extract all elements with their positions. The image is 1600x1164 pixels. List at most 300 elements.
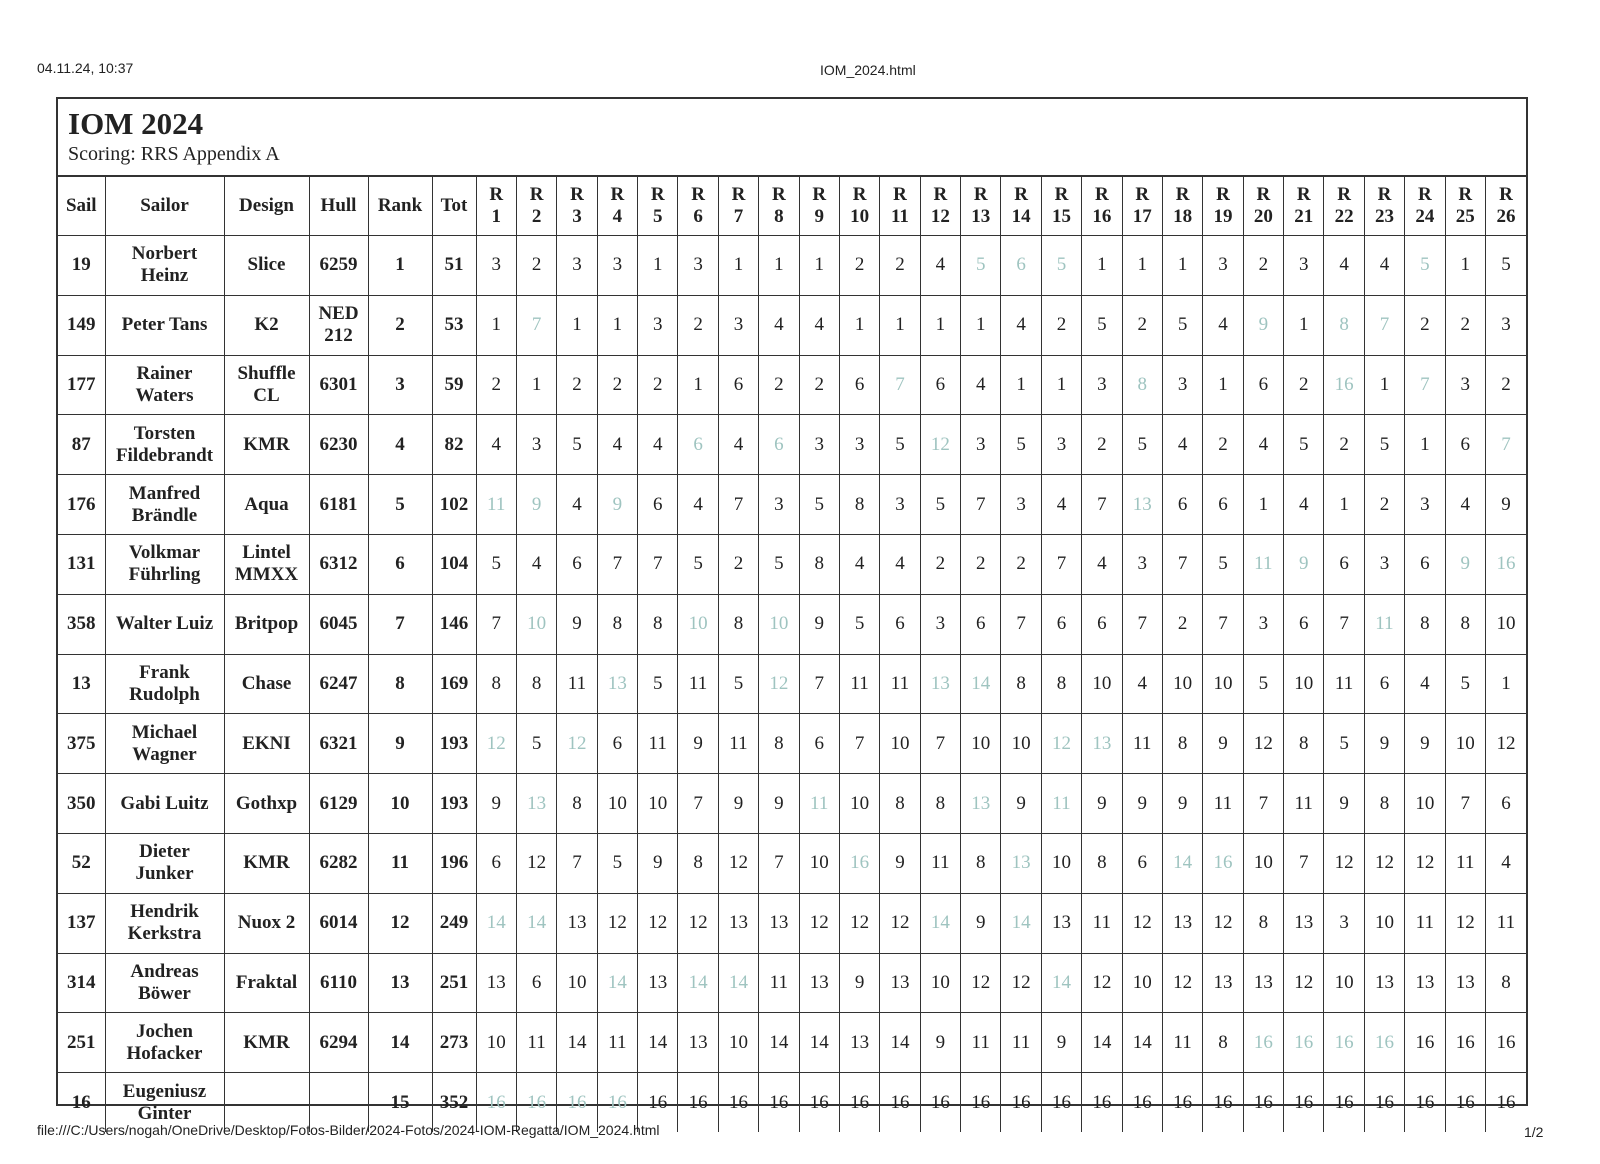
race-score: 3 (1162, 355, 1202, 415)
race-score: 9 (718, 774, 758, 834)
race-score: 9 (1041, 1013, 1081, 1073)
sailor-name (105, 594, 224, 654)
race-score: 6 (1243, 355, 1283, 415)
col-sail: Sail (58, 177, 105, 236)
race-score: 13 (1203, 953, 1243, 1013)
race-score: 13 (718, 893, 758, 953)
sail-number: 19 (58, 236, 105, 296)
race-score: 16 (880, 1073, 920, 1132)
sail-number: 52 (58, 833, 105, 893)
race-score: 7 (1203, 594, 1243, 654)
race-score: 16 (678, 1073, 718, 1132)
col-race-2 (516, 177, 556, 236)
race-score: 9 (1364, 714, 1404, 774)
sailor-name-line: Manfred (128, 482, 201, 504)
race-score: 11 (1203, 774, 1243, 834)
race-score-discarded: 13 (961, 774, 1001, 834)
sailor-name (105, 953, 224, 1013)
race-score: 7 (1041, 534, 1081, 594)
race-number: 9 (814, 206, 824, 227)
race-score: 13 (880, 953, 920, 1013)
race-score: 10 (1485, 594, 1526, 654)
race-score: 9 (638, 833, 678, 893)
race-score: 6 (920, 355, 960, 415)
hull-number-line: 6181 (319, 493, 358, 515)
col-race-21 (1284, 177, 1324, 236)
race-score: 7 (718, 475, 758, 535)
sail-number: 314 (58, 953, 105, 1013)
col-race-1 (476, 177, 516, 236)
table-row (58, 953, 1526, 1013)
race-score: 16 (961, 1073, 1001, 1132)
col-sailor: Sailor (105, 177, 224, 236)
hull-number (309, 415, 368, 475)
race-score-discarded: 14 (961, 654, 1001, 714)
boat-design-line: CL (253, 384, 280, 406)
race-score-discarded: 6 (678, 415, 718, 475)
race-score: 9 (1122, 774, 1162, 834)
race-score: 4 (1001, 295, 1041, 355)
race-score: 4 (839, 534, 879, 594)
race-score: 7 (839, 714, 879, 774)
boat-design (224, 833, 309, 893)
sailor-name-line: Junker (135, 863, 194, 885)
race-score: 16 (799, 1073, 839, 1132)
table-row (58, 893, 1526, 953)
race-score: 10 (1324, 953, 1364, 1013)
boat-design-line: Nuox 2 (237, 912, 296, 934)
results-sheet (56, 97, 1528, 1124)
race-score: 16 (1082, 1073, 1122, 1132)
race-score: 7 (1284, 833, 1324, 893)
race-score: 5 (759, 534, 799, 594)
race-score: 12 (1324, 833, 1364, 893)
race-score: 5 (718, 654, 758, 714)
sail-number: 251 (58, 1013, 105, 1073)
race-score: 1 (1405, 415, 1445, 475)
race-score: 10 (961, 714, 1001, 774)
race-score: 4 (638, 415, 678, 475)
race-score: 1 (1485, 654, 1526, 714)
print-path: file:///C:/Users/nogah/OneDrive/Desktop/Fotos-Bilder/2024-Fotos/2024-IOM-Regatta/IOM_2024.html (37, 1122, 660, 1138)
race-score: 10 (1082, 654, 1122, 714)
race-score: 3 (1243, 594, 1283, 654)
race-score: 5 (1445, 654, 1485, 714)
hull-number-line: 6301 (319, 373, 358, 395)
col-rank: Rank (368, 177, 432, 236)
sailor-name (105, 893, 224, 953)
boat-design (224, 1013, 309, 1073)
race-score: 7 (1001, 594, 1041, 654)
race-score-discarded: 5 (1041, 236, 1081, 296)
race-score: 16 (1162, 1073, 1202, 1132)
race-score: 1 (1122, 236, 1162, 296)
race-score: 2 (1243, 236, 1283, 296)
race-score: 13 (1405, 953, 1445, 1013)
rank: 13 (368, 953, 432, 1013)
hull-number-line: 6110 (320, 971, 357, 993)
boat-design-line: Aqua (244, 493, 289, 515)
table-row (58, 1013, 1526, 1073)
race-score: 5 (1364, 415, 1404, 475)
race-score: 11 (1445, 833, 1485, 893)
boat-design-line: KMR (243, 433, 290, 455)
race-score: 10 (597, 774, 637, 834)
race-score: 12 (1284, 953, 1324, 1013)
race-score-discarded: 13 (516, 774, 556, 834)
table-row (58, 415, 1526, 475)
race-score-discarded: 10 (516, 594, 556, 654)
race-score: 12 (1243, 714, 1283, 774)
race-score: 16 (759, 1073, 799, 1132)
race-score: 5 (476, 534, 516, 594)
race-score: 11 (1324, 654, 1364, 714)
race-score: 2 (1324, 415, 1364, 475)
race-score: 7 (597, 534, 637, 594)
race-score: 7 (759, 833, 799, 893)
race-number: 7 (733, 206, 744, 227)
hull-number (309, 594, 368, 654)
race-score: 14 (759, 1013, 799, 1073)
race-score: 8 (799, 534, 839, 594)
race-prefix: R (731, 184, 746, 205)
race-number: 2 (531, 206, 542, 227)
race-prefix: R (1216, 184, 1230, 205)
race-score: 10 (1364, 893, 1404, 953)
race-prefix: R (1256, 184, 1271, 205)
race-score: 14 (557, 1013, 597, 1073)
col-race-9 (799, 177, 839, 236)
race-score: 3 (476, 236, 516, 296)
race-score: 2 (1203, 415, 1243, 475)
sailor-name-line: Jochen (136, 1020, 193, 1042)
race-score: 11 (880, 654, 920, 714)
race-score: 13 (1243, 953, 1283, 1013)
race-score: 4 (1284, 475, 1324, 535)
race-score: 16 (1364, 1073, 1404, 1132)
sailor-name-line: Walter Luiz (115, 613, 214, 635)
sailor-name-line: Gabi Luitz (120, 792, 209, 814)
col-race-24 (1405, 177, 1445, 236)
boat-design (224, 893, 309, 953)
race-score: 3 (1203, 236, 1243, 296)
race-score: 8 (1485, 953, 1526, 1013)
race-score: 12 (718, 833, 758, 893)
rank: 1 (368, 236, 432, 296)
race-score-discarded: 13 (1122, 475, 1162, 535)
boat-design (224, 355, 309, 415)
total-points: 104 (432, 534, 476, 594)
race-score: 8 (638, 594, 678, 654)
sailor-name (105, 415, 224, 475)
sailor-name-line: Norbert (131, 243, 198, 265)
print-page-number: 1/2 (1524, 1124, 1544, 1140)
race-score: 12 (597, 893, 637, 953)
print-datetime: 04.11.24, 10:37 (37, 60, 134, 76)
race-score: 4 (557, 475, 597, 535)
race-score: 4 (961, 355, 1001, 415)
race-score: 2 (961, 534, 1001, 594)
total-points: 273 (432, 1013, 476, 1073)
race-score: 5 (1122, 415, 1162, 475)
sailor-name-line: Peter Tans (121, 314, 208, 336)
rank: 6 (368, 534, 432, 594)
total-points: 251 (432, 953, 476, 1013)
sail-number: 137 (58, 893, 105, 953)
race-score: 9 (1162, 774, 1202, 834)
sail-number: 177 (58, 355, 105, 415)
sailor-name-line: Hendrik (130, 901, 199, 923)
race-score: 7 (799, 654, 839, 714)
race-score: 2 (920, 534, 960, 594)
race-score: 16 (1485, 1013, 1526, 1073)
hull-number-line: 6294 (319, 1031, 358, 1053)
rank: 5 (368, 475, 432, 535)
hull-number (309, 953, 368, 1013)
race-score: 4 (799, 295, 839, 355)
boat-design-line: Gothxp (235, 792, 298, 814)
race-score: 13 (557, 893, 597, 953)
race-prefix: R (1499, 184, 1513, 205)
race-score: 4 (1041, 475, 1081, 535)
race-score: 11 (759, 953, 799, 1013)
race-score: 6 (839, 355, 879, 415)
race-score-discarded: 16 (1364, 1013, 1404, 1073)
race-score: 14 (638, 1013, 678, 1073)
race-score-discarded: 9 (1243, 295, 1283, 355)
race-number: 11 (890, 206, 909, 227)
race-score: 8 (557, 774, 597, 834)
race-score-discarded: 11 (476, 475, 516, 535)
total-points: 53 (432, 295, 476, 355)
race-score: 1 (1445, 236, 1485, 296)
race-score: 13 (638, 953, 678, 1013)
race-score: 7 (1122, 594, 1162, 654)
race-score: 2 (678, 295, 718, 355)
race-score-discarded: 14 (1041, 953, 1081, 1013)
race-score: 11 (638, 714, 678, 774)
table-row (58, 654, 1526, 714)
race-score: 8 (1082, 833, 1122, 893)
col-race-26 (1485, 177, 1526, 236)
race-score: 3 (557, 236, 597, 296)
race-score: 10 (839, 774, 879, 834)
sailor-name-line: Eugeniusz (122, 1080, 207, 1102)
race-number: 1 (491, 206, 501, 227)
race-score: 11 (1485, 893, 1526, 953)
race-score-discarded: 11 (1041, 774, 1081, 834)
total-points: 249 (432, 893, 476, 953)
col-design: Design (224, 177, 309, 236)
race-score: 1 (759, 236, 799, 296)
race-score: 1 (718, 236, 758, 296)
sailor-name (105, 534, 224, 594)
race-score: 10 (1162, 654, 1202, 714)
race-score: 11 (516, 1013, 556, 1073)
race-score-discarded: 10 (759, 594, 799, 654)
race-score: 3 (1445, 355, 1485, 415)
race-score-discarded: 14 (718, 953, 758, 1013)
race-score: 11 (1082, 893, 1122, 953)
col-race-16 (1082, 177, 1122, 236)
race-score: 6 (516, 953, 556, 1013)
sailor-name-line: Andreas (130, 960, 199, 982)
race-score: 16 (839, 1073, 879, 1132)
race-score: 16 (1405, 1013, 1445, 1073)
race-score-discarded: 10 (678, 594, 718, 654)
total-points: 169 (432, 654, 476, 714)
col-race-6 (678, 177, 718, 236)
race-score-discarded: 11 (1243, 534, 1283, 594)
total-points: 59 (432, 355, 476, 415)
total-points: 146 (432, 594, 476, 654)
race-score-discarded: 12 (1041, 714, 1081, 774)
race-score: 5 (799, 475, 839, 535)
race-score: 6 (1405, 534, 1445, 594)
race-score: 2 (638, 355, 678, 415)
race-score-discarded: 13 (1001, 833, 1041, 893)
race-number: 4 (612, 206, 623, 227)
race-score: 1 (1324, 475, 1364, 535)
table-row (58, 833, 1526, 893)
total-points: 196 (432, 833, 476, 893)
race-score: 6 (597, 714, 637, 774)
boat-design (224, 654, 309, 714)
boat-design (224, 236, 309, 296)
race-score: 4 (880, 534, 920, 594)
race-score: 6 (1445, 415, 1485, 475)
race-score: 1 (476, 295, 516, 355)
race-score: 8 (516, 654, 556, 714)
hull-number-line: 6321 (319, 732, 358, 754)
race-score: 11 (597, 1013, 637, 1073)
race-score: 6 (1041, 594, 1081, 654)
race-number: 16 (1092, 206, 1112, 227)
race-score: 10 (920, 953, 960, 1013)
race-score: 3 (961, 415, 1001, 475)
race-score: 6 (638, 475, 678, 535)
race-score: 5 (1243, 654, 1283, 714)
sailor-name-line: Rainer (136, 362, 193, 384)
hull-number (309, 774, 368, 834)
race-score: 2 (557, 355, 597, 415)
race-score-discarded: 7 (1364, 295, 1404, 355)
hull-number (309, 1013, 368, 1073)
race-score: 4 (718, 415, 758, 475)
sailor-name-line: Fildebrandt (115, 444, 214, 466)
race-score: 1 (1162, 236, 1202, 296)
race-score-discarded: 5 (961, 236, 1001, 296)
race-score: 12 (1001, 953, 1041, 1013)
race-score: 2 (516, 236, 556, 296)
hull-number-line: 212 (324, 325, 353, 347)
race-score: 3 (597, 236, 637, 296)
total-points: 82 (432, 415, 476, 475)
race-score: 9 (1324, 774, 1364, 834)
race-score-discarded: 5 (1405, 236, 1445, 296)
hull-number (309, 833, 368, 893)
race-score: 4 (1364, 236, 1404, 296)
race-score: 6 (718, 355, 758, 415)
sail-number: 358 (58, 594, 105, 654)
sailor-name (105, 714, 224, 774)
race-score-discarded: 16 (1485, 534, 1526, 594)
race-score: 2 (1364, 475, 1404, 535)
race-score: 7 (638, 534, 678, 594)
race-score: 7 (1243, 774, 1283, 834)
boat-design-line: Lintel (242, 542, 291, 564)
race-score: 1 (597, 295, 637, 355)
race-score: 8 (961, 833, 1001, 893)
race-prefix: R (933, 184, 948, 205)
col-race-15 (1041, 177, 1081, 236)
boat-design-line: K2 (254, 314, 279, 336)
col-race-25 (1445, 177, 1485, 236)
race-score-discarded: 14 (516, 893, 556, 953)
race-score: 8 (678, 833, 718, 893)
sail-number: 350 (58, 774, 105, 834)
sail-number: 16 (58, 1073, 105, 1132)
rank: 10 (368, 774, 432, 834)
boat-design (224, 295, 309, 355)
sailor-name (105, 654, 224, 714)
hull-number-line: 6282 (319, 852, 358, 874)
race-score: 10 (1001, 714, 1041, 774)
race-score: 9 (557, 594, 597, 654)
race-score: 4 (1122, 654, 1162, 714)
race-score: 6 (1082, 594, 1122, 654)
race-score: 12 (678, 893, 718, 953)
boat-design-line: Shuffle (237, 362, 296, 384)
race-score: 11 (961, 1013, 1001, 1073)
header-row (58, 177, 1526, 236)
race-score: 16 (1284, 1073, 1324, 1132)
race-number: 15 (1051, 206, 1071, 227)
race-score: 10 (1243, 833, 1283, 893)
race-score: 2 (1001, 534, 1041, 594)
race-score: 8 (1001, 654, 1041, 714)
race-number: 21 (1294, 206, 1314, 227)
race-score: 8 (1243, 893, 1283, 953)
race-score-discarded: 9 (516, 475, 556, 535)
race-score-discarded: 6 (1001, 236, 1041, 296)
hull-number (309, 236, 368, 296)
sailor-name-line: Führling (128, 564, 201, 586)
race-score: 9 (961, 893, 1001, 953)
race-score: 5 (678, 534, 718, 594)
race-score-discarded: 16 (476, 1073, 516, 1132)
race-score-discarded: 13 (597, 654, 637, 714)
race-score: 10 (476, 1013, 516, 1073)
race-score: 16 (1405, 1073, 1445, 1132)
race-prefix: R (1337, 184, 1351, 205)
table-row (58, 236, 1526, 296)
col-race-7 (718, 177, 758, 236)
boat-design-line: Britpop (234, 613, 299, 635)
race-score: 3 (1284, 236, 1324, 296)
race-score-discarded: 16 (1284, 1013, 1324, 1073)
col-race-17 (1122, 177, 1162, 236)
sailor-name (105, 295, 224, 355)
page-title: IOM 2024 (68, 106, 204, 141)
col-race-4 (597, 177, 637, 236)
race-score: 3 (638, 295, 678, 355)
race-score: 6 (1162, 475, 1202, 535)
race-score: 6 (961, 594, 1001, 654)
sailor-name-line: Waters (135, 384, 194, 406)
results-table (58, 177, 1526, 1132)
race-score-discarded: 16 (1203, 833, 1243, 893)
